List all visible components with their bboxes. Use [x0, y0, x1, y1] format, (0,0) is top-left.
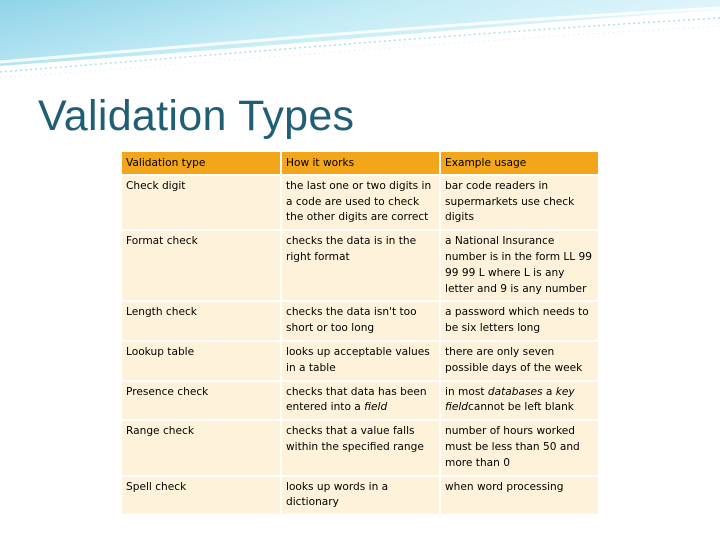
table-row	[122, 381, 598, 421]
cell-example-usage: a password which needs to be six letters long	[440, 301, 598, 341]
table-row	[122, 175, 598, 230]
table-row	[122, 230, 598, 301]
cell-how-it-works: looks up acceptable values in a table	[281, 341, 440, 381]
validation-types-table	[122, 152, 598, 514]
cell-how-it-works: checks the data is in the right format	[281, 230, 440, 301]
cell-example-usage: a National Insurance number is in the form LL 99 99 99 L where L is any letter and 9 is any number	[440, 230, 598, 301]
cell-text-italic: key field	[445, 385, 575, 414]
table-row	[122, 301, 598, 341]
table-row	[122, 420, 598, 475]
column-header-example-usage: Example usage	[440, 152, 598, 175]
cell-validation-type: Length check	[126, 306, 197, 319]
cell-validation-type: Presence check	[126, 385, 209, 398]
cell-validation-type: Range check	[126, 425, 194, 438]
cell-how-it-works: the last one or two digits in a code are used to check the other digits are correct	[281, 175, 440, 230]
cell-validation-type: Spell check	[126, 480, 187, 493]
cell-example-usage: when word processing	[440, 476, 598, 515]
cell-text: checks that data has been entered into a	[286, 385, 427, 414]
cell-example-usage	[440, 381, 598, 421]
cell-how-it-works: checks that a value falls within the specified range	[281, 420, 440, 475]
cell-text-italic: field	[364, 401, 388, 414]
cell-example-usage: bar code readers in supermarkets use check digits	[440, 175, 598, 230]
cell-how-it-works: checks the data isn't too short or too long	[281, 301, 440, 341]
cell-how-it-works: looks up words in a dictionary	[281, 476, 440, 515]
cell-text: a	[542, 385, 556, 398]
cell-text: in most	[445, 385, 488, 398]
decorative-header-swoosh	[0, 0, 720, 90]
cell-validation-type: Lookup table	[126, 345, 195, 358]
cell-validation-type: Check digit	[126, 179, 186, 192]
cell-how-it-works	[281, 381, 440, 421]
column-header-how-it-works: How it works	[281, 152, 440, 175]
cell-text-italic: databases	[487, 385, 543, 398]
table-row	[122, 476, 598, 515]
slide-title: Validation Types	[38, 92, 355, 140]
cell-example-usage: number of hours worked must be less than 50 and more than 0	[440, 420, 598, 475]
column-header-validation-type: Validation type	[122, 152, 281, 175]
cell-text: cannot be left blank	[468, 401, 574, 414]
table-row	[122, 341, 598, 381]
cell-example-usage: there are only seven possible days of the week	[440, 341, 598, 381]
table-header-row	[122, 152, 598, 175]
cell-validation-type: Format check	[126, 235, 198, 248]
